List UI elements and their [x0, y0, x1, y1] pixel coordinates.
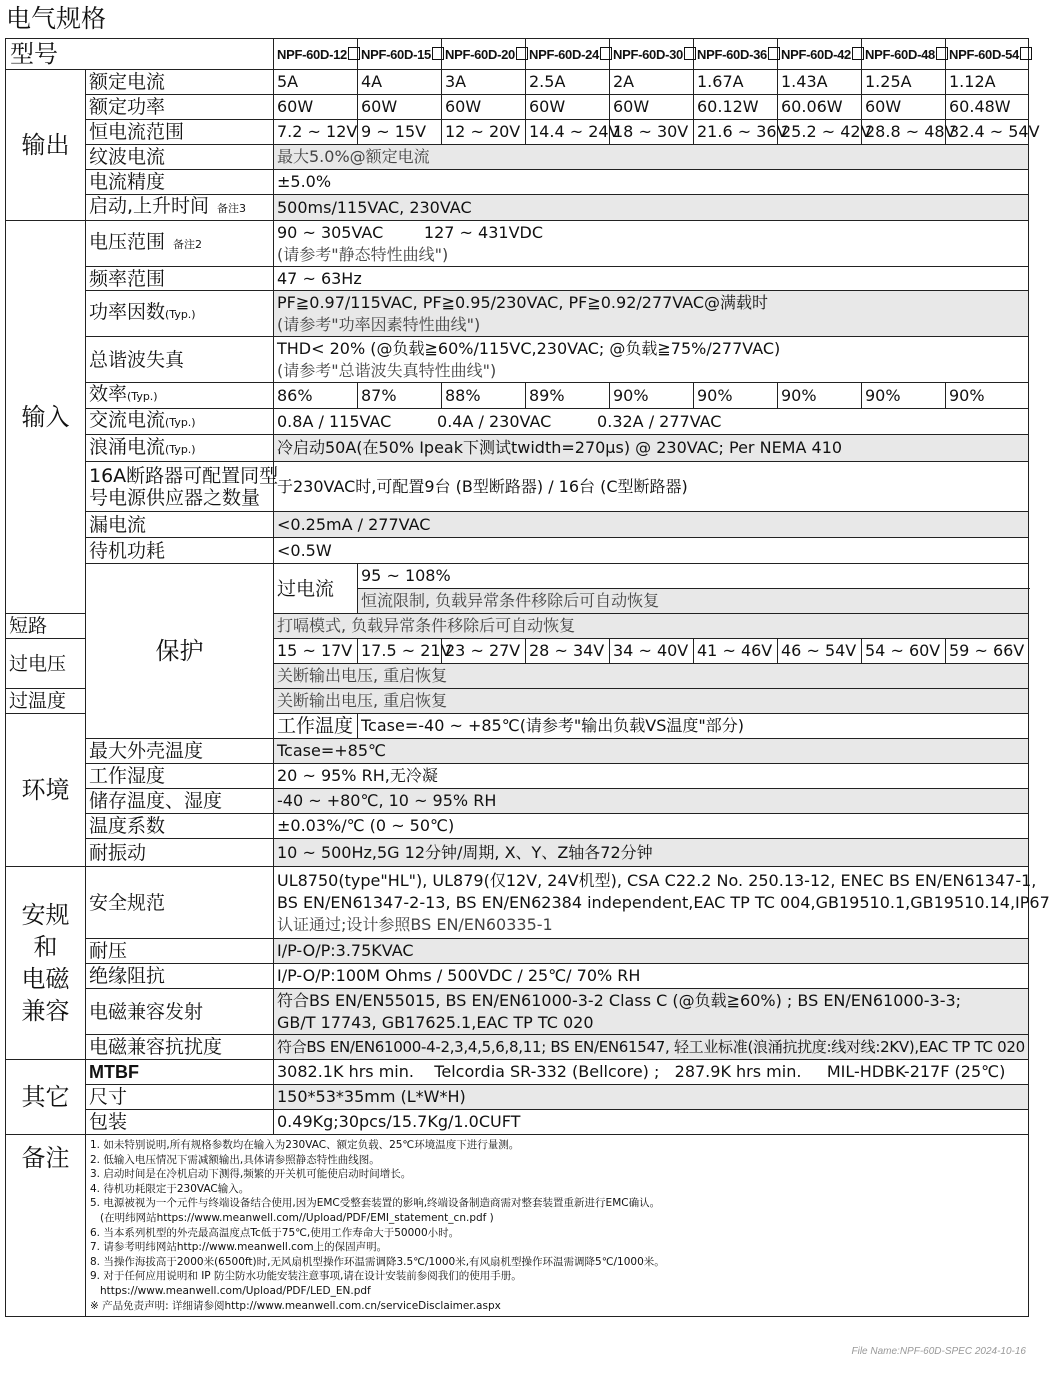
humidity-label: 工作湿度: [86, 764, 274, 789]
packing-value: 0.49Kg;30pcs/15.7Kg/1.0CUFT: [274, 1110, 1029, 1135]
cell: 1.12A: [946, 70, 1029, 95]
emc-immunity-row: [6, 1035, 1029, 1060]
rated-current-row: [6, 70, 1029, 95]
ac-current-value: 0.8A / 115VAC 0.4A / 230VAC 0.32A / 277VAC: [274, 409, 1029, 435]
emc-emission-value: 符合BS EN/EN55015, BS EN/EN61000-3-2 Class C (@负载≧60%) ; BS EN/EN61000-3-3; GB/T 17743, GB17625.1,EAC TP TC 020: [274, 989, 1029, 1035]
mtbf-value: 3082.1K hrs min. Telcordia SR-332 (Bellcore) ; 287.9K hrs min. MIL-HDBK-217F (25℃): [274, 1060, 1029, 1085]
vibration-label: 耐振动: [86, 839, 274, 867]
cell: 1.25A: [862, 70, 946, 95]
suffix-checkbox: [516, 47, 528, 60]
inrush-value: 冷启动50A(在50% Ipeak下测试twidth=270μs) @ 230VAC; Per NEMA 410: [274, 435, 1029, 462]
note-line: 5. 电源被视为一个元件与终端设备结合使用,因为EMC受整套装置的影响,终端设备制造商需对整套装置重新进行EMC确认。: [90, 1197, 661, 1210]
emc-immunity-label: 电磁兼容抗扰度: [86, 1035, 274, 1060]
cell: 12 ~ 20V: [442, 120, 526, 145]
model-48: NPF-60D-48: [862, 39, 946, 70]
note-line: (在明纬网站https://www.meanwell.com//Upload/PDF/EMI_statement_cn.pdf ): [90, 1211, 494, 1224]
ac-current-row: [6, 409, 1029, 435]
model-12: NPF-60D-12: [274, 39, 358, 70]
voltage-row: [6, 221, 1029, 267]
ov-label: 过电压: [6, 639, 86, 689]
cell: 60W: [610, 95, 694, 120]
cell: 60W: [862, 95, 946, 120]
freq-row: [6, 267, 1029, 291]
ot-label: 过温度: [6, 689, 86, 714]
storage-label: 储存温度、湿度: [86, 789, 274, 814]
emc-immunity-value: 符合BS EN/EN61000-4-2,3,4,5,6,8,11; BS EN/EN61547, 轻工业标准(浪涌抗扰度:线对线:2KV),EAC TP TC 020: [274, 1035, 1029, 1060]
oc-label: 过电流: [274, 564, 358, 614]
spec-table: [5, 38, 1050, 1317]
output-category: 输出: [6, 70, 86, 221]
sc-value: 打嗝模式, 负载异常条件移除后可自动恢复: [274, 614, 1029, 639]
suffix-checkbox: [684, 47, 696, 60]
ac-current-label: 交流电流(Typ.): [86, 409, 274, 435]
breaker-value: 于230VAC时,可配置9台 (B型断路器) / 16台 (C型断路器): [274, 462, 1029, 512]
cell: 34 ~ 40V: [610, 639, 694, 664]
withstand-value: I/P-O/P:3.75KVAC: [274, 939, 1029, 964]
cell: 2.5A: [526, 70, 610, 95]
cell: 90%: [694, 383, 778, 409]
inrush-label: 浪涌电流(Typ.): [86, 435, 274, 462]
cell: 90%: [778, 383, 862, 409]
cell: 60.48W: [946, 95, 1029, 120]
cell: 60W: [442, 95, 526, 120]
model-15: NPF-60D-15: [358, 39, 442, 70]
cell: 60.12W: [694, 95, 778, 120]
standby-row: [6, 538, 1029, 564]
suffix-checkbox: [600, 47, 612, 60]
cell: 86%: [274, 383, 358, 409]
notes-body: [86, 1135, 1029, 1317]
ripple-label: 纹波电流: [86, 145, 274, 170]
notes-category: 备注: [6, 1135, 86, 1317]
cell: 9 ~ 15V: [358, 120, 442, 145]
model-20: NPF-60D-20: [442, 39, 526, 70]
storage-value: -40 ~ +80℃, 10 ~ 95% RH: [274, 789, 1029, 814]
cell: 3A: [442, 70, 526, 95]
isolation-label: 绝缘阻抗: [86, 964, 274, 989]
accuracy-value: ±5.0%: [274, 170, 1029, 195]
thd-label: 总谐波失真: [86, 337, 274, 383]
cell: 14.4 ~ 24V: [526, 120, 610, 145]
safety-category: 安规 和 电磁 兼容: [6, 867, 86, 1060]
protection-category: 保护: [86, 564, 274, 739]
cell: 15 ~ 17V: [274, 639, 358, 664]
cell: 54 ~ 60V: [862, 639, 946, 664]
breaker-row: [6, 462, 1029, 512]
coeff-value: ±0.03%/℃ (0 ~ 50℃): [274, 814, 1029, 839]
setup-row: [6, 195, 1029, 221]
cell: 4A: [358, 70, 442, 95]
standards-value: UL8750(type"HL"), UL879(仅12V, 24V机型), CSA C22.2 No. 250.13-12, ENEC BS EN/EN61347-1, BS EN/EN61347-2-13, BS EN/EN62384 independent,EAC TP TC 004,GB19510.1,GB19510.14,IP67 认证通过;设计参照BS EN/EN60335-1: [274, 867, 1029, 939]
oc-value-2: 恒流限制, 负载异常条件移除后可自动恢复: [358, 589, 1029, 614]
page-title: 电气规格: [6, 4, 107, 33]
cell: 21.6 ~ 36V: [694, 120, 778, 145]
voltage-label: 电压范围 备注2: [86, 221, 274, 267]
note-line: 4. 待机功耗限定于230VAC输入。: [90, 1182, 250, 1195]
mtbf-row: [6, 1060, 1029, 1085]
inrush-row: [6, 435, 1029, 462]
freq-label: 频率范围: [86, 267, 274, 291]
voltage-value: 90 ~ 305VAC 127 ~ 431VDC (请参考"静态特性曲线"): [274, 221, 1029, 267]
cell: 60W: [274, 95, 358, 120]
emc-emission-label: 电磁兼容发射: [86, 989, 274, 1035]
isolation-value: I/P-O/P:100M Ohms / 500VDC / 25℃/ 70% RH: [274, 964, 1029, 989]
coeff-row: [6, 814, 1029, 839]
standby-label: 待机功耗: [86, 538, 274, 564]
rated-current-label: 额定电流: [86, 70, 274, 95]
model-30: NPF-60D-30: [610, 39, 694, 70]
ov-value-2: 关断输出电压, 重启恢复: [274, 664, 1029, 689]
dimension-value: 150*53*35mm (L*W*H): [274, 1085, 1029, 1110]
dimension-row: [6, 1085, 1029, 1110]
cell: 5A: [274, 70, 358, 95]
cell: 90%: [946, 383, 1029, 409]
ot-value: 关断输出电压, 重启恢复: [274, 689, 1029, 714]
cell: 60W: [358, 95, 442, 120]
cell: 32.4 ~ 54V: [946, 120, 1029, 145]
thd-value: THD< 20% (@负载≧60%/115VC,230VAC; @负载≧75%/277VAC) (请参考"总谐波失真特性曲线"): [274, 337, 1029, 383]
note-line: https://www.meanwell.com/Upload/PDF/LED_EN.pdf: [90, 1284, 371, 1297]
dimension-label: 尺寸: [86, 1085, 274, 1110]
suffix-checkbox: [348, 47, 360, 60]
mtbf-label: MTBF: [86, 1060, 274, 1085]
note-line: 7. 请参考明纬网站http://www.meanwell.com上的保固声明。: [90, 1241, 388, 1254]
cell: 90%: [862, 383, 946, 409]
notes-row: [6, 1135, 1029, 1317]
max-case-label: 最大外壳温度: [86, 739, 274, 764]
cell: 1.43A: [778, 70, 862, 95]
model-54: NPF-60D-54: [946, 39, 1029, 70]
sc-label: 短路: [6, 614, 86, 639]
humidity-row: [6, 764, 1029, 789]
pf-label: 功率因数(Typ.): [86, 291, 274, 337]
setup-value: 500ms/115VAC, 230VAC: [274, 195, 1029, 221]
cell: 17.5 ~ 21V: [358, 639, 442, 664]
note-line: 6. 当本系列机型的外壳最高温度点Tc低于75℃,使用工作寿命大于50000小时。: [90, 1226, 460, 1239]
freq-value: 47 ~ 63Hz: [274, 267, 1029, 291]
efficiency-row: [6, 383, 1029, 409]
packing-row: [6, 1110, 1029, 1135]
standards-row: [6, 867, 1029, 939]
coeff-label: 温度系数: [86, 814, 274, 839]
cell: 7.2 ~ 12V: [274, 120, 358, 145]
pf-row: [6, 291, 1029, 337]
max-case-row: [6, 739, 1029, 764]
cell: 90%: [610, 383, 694, 409]
input-category: 输入: [6, 221, 86, 614]
cell: 25.2 ~ 42V: [778, 120, 862, 145]
note-line: 1. 如未特别说明,所有规格参数均在输入为230VAC、额定负载、25℃环境温度下进行量测。: [90, 1139, 520, 1151]
suffix-checkbox: [936, 47, 948, 60]
storage-row: [6, 789, 1029, 814]
accuracy-label: 电流精度: [86, 170, 274, 195]
note-line: 2. 低输入电压情况下需减额输出,具体请参照静态特性曲线图。: [90, 1153, 380, 1166]
cell: 87%: [358, 383, 442, 409]
cell: 46 ~ 54V: [778, 639, 862, 664]
cell: 1.67A: [694, 70, 778, 95]
work-temp-value: Tcase=-40 ~ +85℃(请参考"输出负载VS温度"部分): [358, 714, 1029, 739]
others-category: 其它: [6, 1060, 86, 1135]
cc-range-row: [6, 120, 1029, 145]
vibration-row: [6, 839, 1029, 867]
suffix-checkbox: [432, 47, 444, 60]
leakage-label: 漏电流: [86, 512, 274, 538]
model-row: [6, 39, 1029, 70]
note-line: 8. 当操作海拔高于2000米(6500ft)时,无风扇机型操作环温需调降3.5℃/1000米,有风扇机型操作环温需调降5℃/1000米。: [90, 1255, 665, 1268]
note-line: 9. 对于任何应用说明和 IP 防尘防水功能安装注意事项,请在设计安装前参阅我们的使用手册。: [90, 1270, 522, 1283]
cell: 28.8 ~ 48V: [862, 120, 946, 145]
leakage-row: [6, 512, 1029, 538]
cc-range-label: 恒电流范围: [86, 120, 274, 145]
eff-label: 效率(Typ.): [86, 383, 274, 409]
setup-label: 启动,上升时间 备注3: [86, 195, 274, 221]
suffix-checkbox: [768, 47, 780, 60]
suffix-checkbox: [1020, 47, 1032, 60]
cell: 18 ~ 30V: [610, 120, 694, 145]
cell: 89%: [526, 383, 610, 409]
leakage-value: <0.25mA / 277VAC: [274, 512, 1029, 538]
isolation-row: [6, 964, 1029, 989]
oc-row-1: [6, 564, 1029, 589]
note-line: ※ 产品免责声明: 详细请参阅http://www.meanwell.com.cn/serviceDisclaimer.aspx: [90, 1299, 501, 1312]
emc-emission-row: [6, 989, 1029, 1035]
suffix-checkbox: [852, 47, 864, 60]
note-line: 3. 启动时间是在冷机启动下测得,频繁的开关机可能使启动时间增长。: [90, 1168, 412, 1181]
file-footer: File Name:NPF-60D-SPEC 2024-10-16: [851, 1346, 1026, 1357]
ripple-value: 最大5.0%@额定电流: [274, 145, 1029, 170]
work-temp-label: 工作温度: [274, 714, 358, 739]
cell: 2A: [610, 70, 694, 95]
model-42: NPF-60D-42: [778, 39, 862, 70]
cell: 60W: [526, 95, 610, 120]
standards-label: 安全规范: [86, 867, 274, 939]
pf-value: PF≧0.97/115VAC, PF≧0.95/230VAC, PF≧0.92/277VAC@满载时 (请参考"功率因素特性曲线"): [274, 291, 1029, 337]
humidity-value: 20 ~ 95% RH,无冷凝: [274, 764, 1029, 789]
withstand-label: 耐压: [86, 939, 274, 964]
environment-category: 环境: [6, 714, 86, 867]
rated-power-row: [6, 95, 1029, 120]
accuracy-row: [6, 170, 1029, 195]
oc-value-1: 95 ~ 108%: [358, 564, 1029, 589]
model-36: NPF-60D-36: [694, 39, 778, 70]
ripple-row: [6, 145, 1029, 170]
cell: 23 ~ 27V: [442, 639, 526, 664]
breaker-label: 16A断路器可配置同型 号电源供应器之数量: [86, 462, 274, 512]
model-24: NPF-60D-24: [526, 39, 610, 70]
standby-value: <0.5W: [274, 538, 1029, 564]
max-case-value: Tcase=+85℃: [274, 739, 1029, 764]
cell: 60.06W: [778, 95, 862, 120]
withstand-row: [6, 939, 1029, 964]
cell: 41 ~ 46V: [694, 639, 778, 664]
vibration-value: 10 ~ 500Hz,5G 12分钟/周期, X、Y、Z轴各72分钟: [274, 839, 1029, 867]
cell: 28 ~ 34V: [526, 639, 610, 664]
cell: 59 ~ 66V: [946, 639, 1029, 664]
cell: 88%: [442, 383, 526, 409]
thd-row: [6, 337, 1029, 383]
packing-label: 包装: [86, 1110, 274, 1135]
rated-power-label: 额定功率: [86, 95, 274, 120]
model-label: 型号: [6, 39, 274, 70]
